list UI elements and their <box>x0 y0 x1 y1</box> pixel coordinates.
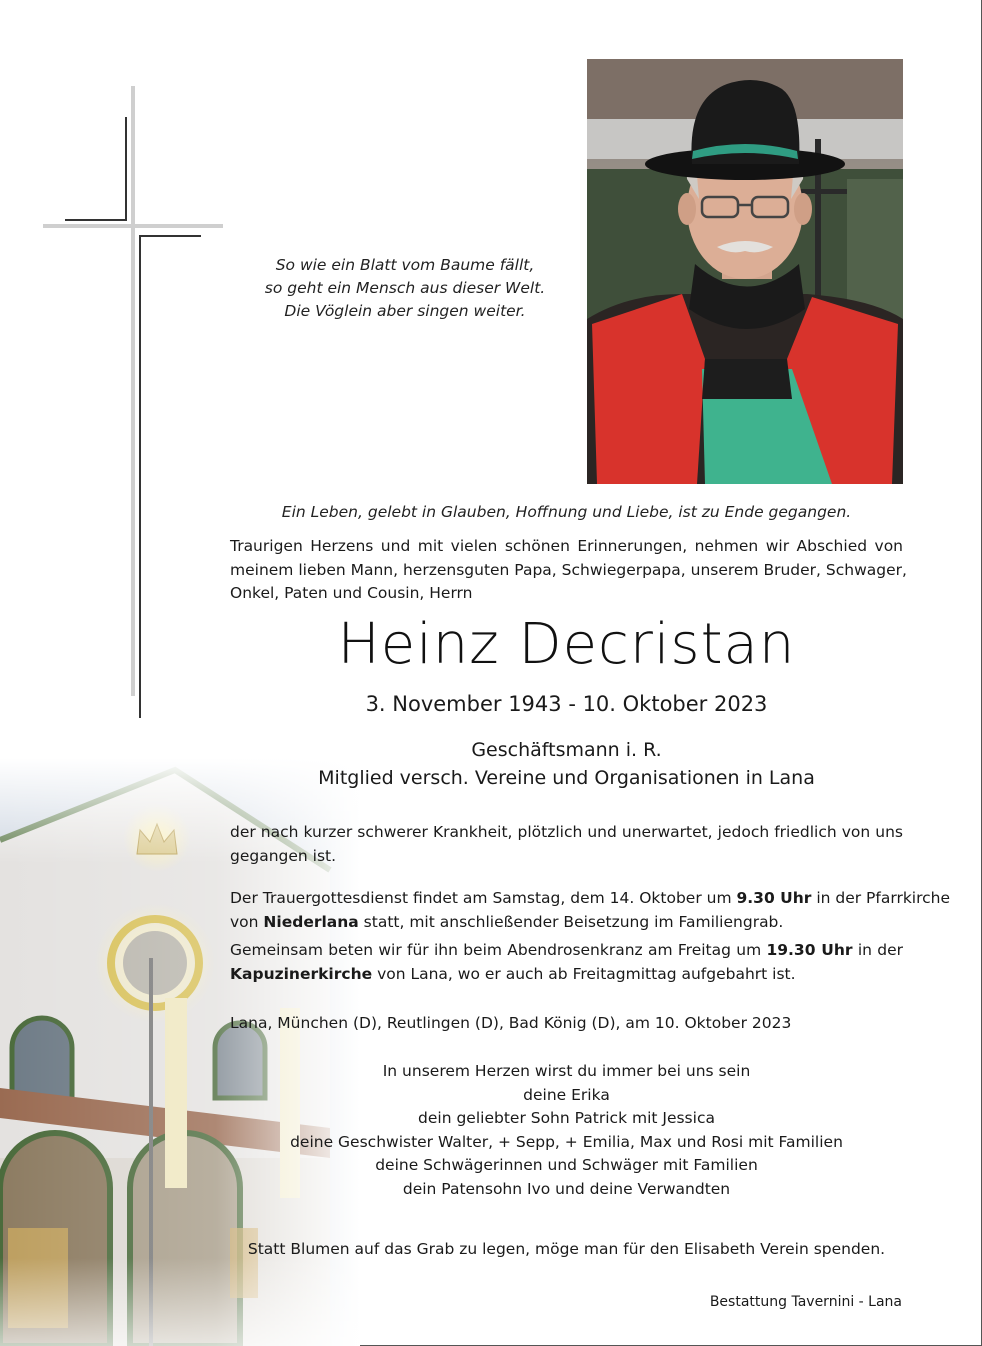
poem-line: Die Vöglein aber singen weiter. <box>284 302 526 320</box>
service-text: von <box>230 912 264 931</box>
service-text: in der Pfarrkirche <box>811 889 951 907</box>
farewell-line: meinem lieben Mann, herzensguten Papa, Schwiegerpapa, unserem Bruder, Schwager, <box>230 560 907 579</box>
farewell-line: Traurigen Herzens und mit vielen schönen Erinnerungen, nehmen wir Abschied von <box>230 537 903 555</box>
service-time: 9.30 Uhr <box>736 889 812 907</box>
poem-line: so geht ein Mensch aus dieser Welt. <box>264 279 546 297</box>
cross-line <box>125 117 127 221</box>
deceased-name: Heinz Decristan <box>337 612 796 677</box>
deceased-roles <box>230 736 903 792</box>
farewell-paragraph <box>230 535 907 606</box>
family-line: dein Patensohn Ivo und deine Verwandten <box>402 1179 731 1198</box>
cross-line <box>139 235 201 237</box>
undertaker-credit: Bestattung Tavernini - Lana <box>709 1294 902 1310</box>
place-date-line: Lana, München (D), Reutlingen (D), Bad König (D), am 10. Oktober 2023 <box>230 1014 792 1032</box>
service-text: statt, mit anschließender Beisetzung im Familiengrab. <box>358 912 784 931</box>
role-line: Geschäftsmann i. R. <box>471 739 662 761</box>
service-place: Niederlana <box>263 912 359 931</box>
rosary-line <box>230 939 903 963</box>
role-line: Mitglied versch. Vereine und Organisationen in Lana <box>318 767 815 789</box>
rosary-text: in der <box>852 941 903 959</box>
rosary-paragraph <box>230 939 903 986</box>
cross-horizontal-bar <box>43 224 223 228</box>
service-line <box>230 887 951 911</box>
place-date <box>230 1012 903 1036</box>
service-text: Der Trauergottesdienst findet am Samstag, dem 14. Oktober um <box>230 889 737 907</box>
rosary-place: Kapuzinerkirche <box>230 964 373 983</box>
cross-line <box>139 235 141 718</box>
farewell-line: Onkel, Paten und Cousin, Herrn <box>230 584 473 602</box>
poem <box>240 254 570 323</box>
life-dates: 3. November 1943 - 10. Oktober 2023 <box>365 692 768 716</box>
family-line: dein geliebter Sohn Patrick mit Jessica <box>418 1109 715 1127</box>
service-paragraph <box>230 887 951 934</box>
family-list <box>230 1060 903 1201</box>
intro-line: Ein Leben, gelebt in Glauben, Hoffnung und Liebe, ist zu Ende gegangen. <box>281 503 852 521</box>
cross-line <box>65 219 127 221</box>
death-note <box>230 821 903 868</box>
family-line: In unserem Herzen wirst du immer bei uns sein <box>382 1062 751 1080</box>
rosary-time: 19.30 Uhr <box>766 941 853 959</box>
rosary-line <box>230 963 903 987</box>
poem-line: So wie ein Blatt vom Baume fällt, <box>275 256 535 274</box>
family-line: deine Erika <box>523 1085 610 1104</box>
family-line: deine Schwägerinnen und Schwäger mit Familien <box>375 1156 758 1174</box>
family-line: deine Geschwister Walter, + Sepp, + Emilia, Max und Rosi mit Familien <box>290 1132 843 1151</box>
portrait-photo <box>587 59 903 484</box>
rosary-text: Gemeinsam beten wir für ihn beim Abendrosenkranz am Freitag um <box>230 941 767 959</box>
cross-vertical-bar <box>131 86 135 696</box>
service-line <box>230 911 903 935</box>
death-note-line: der nach kurzer schwerer Krankheit, plötzlich und unerwartet, jedoch friedlich von uns <box>230 823 903 841</box>
death-note-line: gegangen ist. <box>230 846 337 865</box>
closing-note: Statt Blumen auf das Grab zu legen, möge man für den Elisabeth Verein spenden. <box>247 1240 886 1258</box>
rosary-text: von Lana, wo er auch ab Freitagmittag aufgebahrt ist. <box>372 964 796 983</box>
